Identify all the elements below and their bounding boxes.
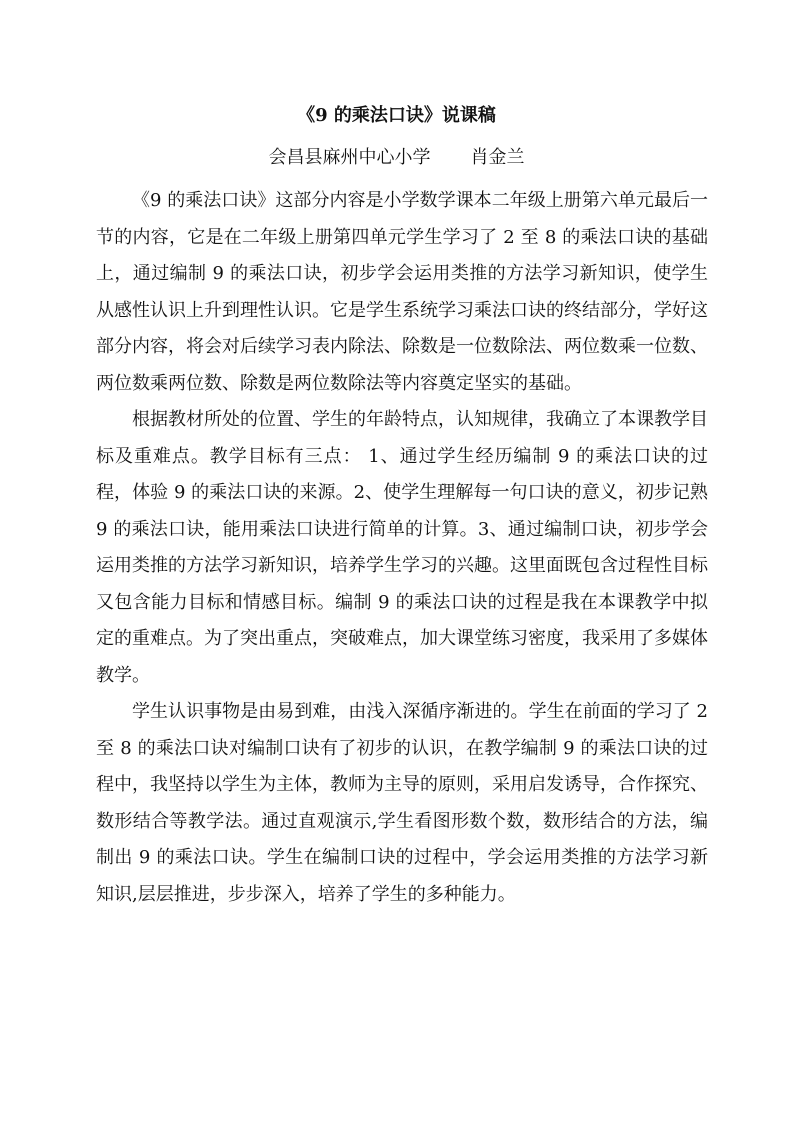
paragraph-2: 根据教材所处的位置、学生的年龄特点，认知规律，我确立了本课教学目标及重难点。教学目标有三点： 1、通过学生经历编制 9 的乘法口诀的过程，体验 9 的乘法口诀的来源。2、使学生理解每一句口诀的意义，初步记熟 9 的乘法口诀，能用乘法口诀进行简单的计算。3、通过编制口诀，初步学会运用类推的方法学习新知识，培养学生学习的兴趣。这里面既包含过程性目标又包含能力目标和情感目标。编制 9 的乘法口诀的过程是我在本课教学中拟定的重难点。为了突出重点，突破难点，加大课堂练习密度，我采用了多媒体教学。: [96, 409, 708, 686]
author-name: 肖金兰: [470, 147, 525, 168]
document-title: 《9 的乘法口诀》说课稿: [297, 105, 496, 126]
paragraph-1: 《9 的乘法口诀》这部分内容是小学数学课本二年级上册第六单元最后一节的内容，它是在二年级上册第四单元学生学习了 2 至 8 的乘法口诀的基础上，通过编制 9 的乘法口诀，初步学会运用类推的方法学习新知识，使学生从感性认识上升到理性认识。它是学生系统学习乘法口诀的终结部分，学好这部分内容，将会对后续学习表内除法、除数是一位数除法、两位数乘一位数、两位数乘两位数、除数是两位数除法等内容奠定坚实的基础。: [96, 190, 708, 394]
paragraph-3: 学生认识事物是由易到难，由浅入深循序渐进的。学生在前面的学习了 2 至 8 的乘法口诀对编制口诀有了初步的认识，在教学编制 9 的乘法口诀的过程中，我坚持以学生为主体，教师为主导的原则，采用启发诱导，合作探究、数形结合等教学法。通过直观演示,学生看图形数个数，数形结合的方法，编制出 9 的乘法口诀。学生在编制口诀的过程中，学会运用类推的方法学习新知识,层层推进，步步深入，培养了学生的多种能力。: [96, 701, 708, 905]
school-name: 会昌县麻州中心小学: [268, 147, 431, 168]
author-line: [0, 144, 793, 172]
document-body: [96, 183, 708, 913]
